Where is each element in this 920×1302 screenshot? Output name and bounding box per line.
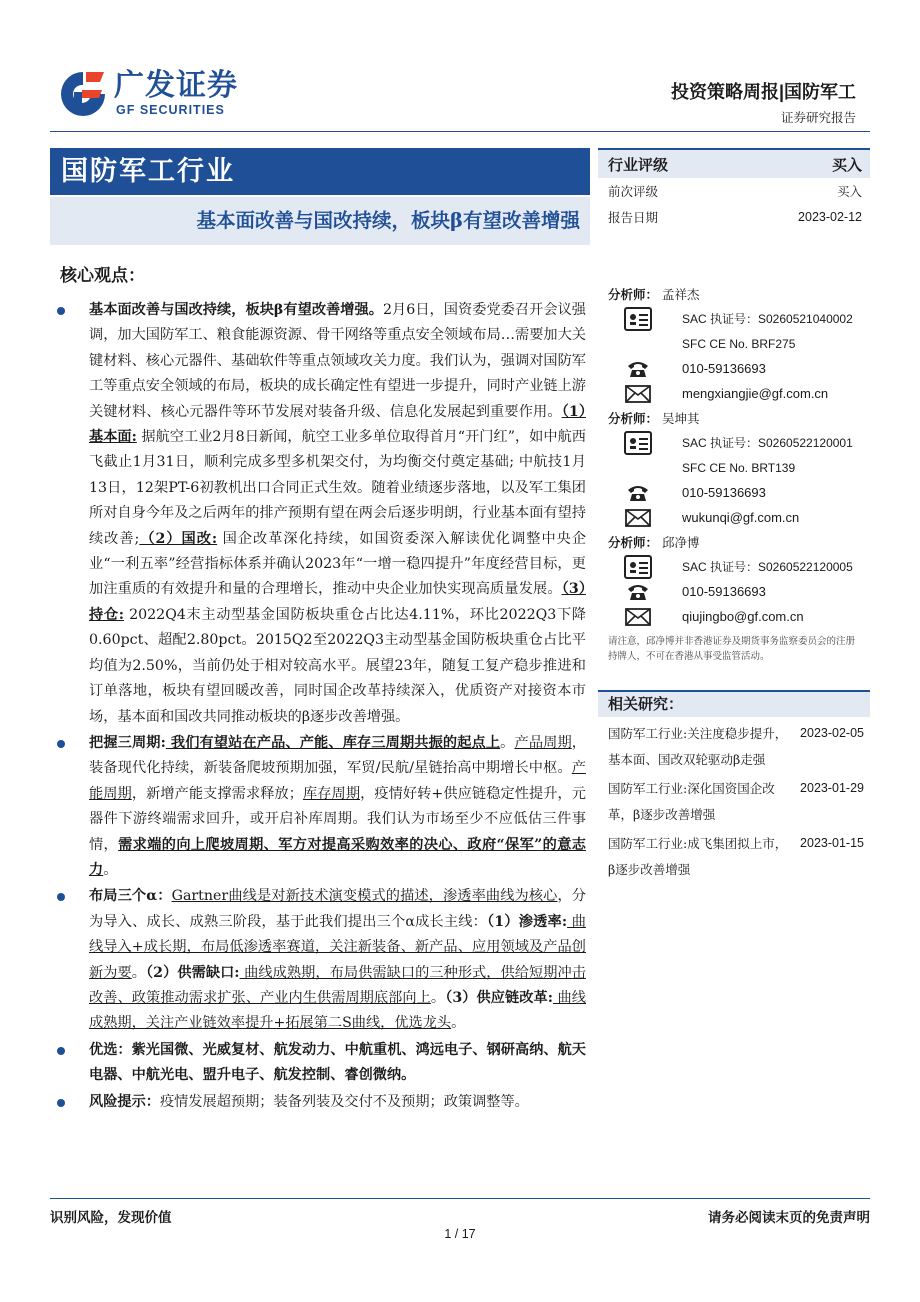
term-product-cycle: 产品周期	[514, 734, 572, 751]
rating-box	[598, 148, 870, 232]
analyst-email-row	[600, 604, 870, 629]
report-date-value: 2023-02-12	[798, 210, 862, 224]
related-research-item-title: 国防军工行业:关注度稳步提升，基本面、国改双轮驱动β走强	[608, 726, 788, 767]
analyst-sac-number: SAC 执证号：S0260521040002	[682, 312, 853, 326]
bullet-paragraph-fundamentals	[56, 298, 586, 730]
paragraph-lead: 风险提示：	[89, 1093, 160, 1110]
subheading-supply-gap: （2）供需缺口:	[146, 964, 240, 981]
report-category: 证券研究报告	[780, 111, 856, 125]
gf-logo-icon	[58, 68, 108, 120]
risk-text: 疫情发展超预期；装备列装及交付不及预期；政策调整等。	[159, 1093, 529, 1110]
core-view-body	[56, 298, 586, 1115]
previous-rating-label: 前次评级	[608, 184, 659, 199]
license-disclaimer: 请注意，邱净博并非香港证券及期货事务监察委员会的注册持牌人，不可在香港从事受监管活动。	[608, 636, 856, 662]
analyst-name-row	[600, 406, 870, 430]
paragraph-underlined: 曲线成熟期，关注产业链效率提升+拓展第二S曲线，优选龙头	[89, 989, 586, 1032]
related-research	[598, 690, 870, 882]
paragraph-text: 。	[131, 964, 146, 981]
analyst-name: 邱净博	[662, 535, 700, 550]
id-card-icon	[622, 308, 654, 330]
paragraph-text: 据航空工业2月8日新闻，航空工业多单位取得首月“开门红”，如中航西飞截止1月31日，顺利完成多型多机架交付，为均衡交付奠定基础; 中航技1月13日，12架PT-6初教机出口合同正式生效。随着业绩逐步落地，以及军工集团所对自身今年及之后两年的排产预期有望在两会后逐步明朗，行业基本面有望持续改善;	[89, 429, 586, 547]
envelope-icon	[622, 507, 654, 529]
bullet-dot-icon	[57, 1099, 65, 1107]
envelope-icon	[622, 383, 654, 405]
footer-disclaimer-note: 请务必阅读末页的免责声明	[708, 1210, 870, 1225]
page-number: 1 / 17	[444, 1227, 476, 1241]
subheading-holdings: （3）持仓:	[89, 581, 586, 623]
previous-rating-row	[598, 178, 870, 204]
analyst-label: 分析师：	[608, 535, 659, 550]
term-capacity-cycle: 产能周期	[89, 760, 586, 802]
paragraph-text: ，装备现代化持续，新装备爬坡预期加强，军贸/民航/星链抬高中期增长中枢。	[89, 734, 586, 777]
analyst-name: 孟祥杰	[662, 287, 700, 302]
related-research-item[interactable]	[598, 717, 870, 772]
analyst-sac-row	[600, 306, 870, 331]
analyst-phone: 010-59136693	[682, 584, 766, 599]
analyst-name-row	[600, 530, 870, 554]
id-card-icon	[622, 432, 654, 454]
related-research-item[interactable]	[598, 772, 870, 827]
analyst-email-row	[600, 381, 870, 406]
subheading-soe-reform: （2）国改:	[139, 530, 218, 547]
rating-header	[598, 148, 870, 178]
subheading-supply-chain: （3）供应链改革:	[445, 989, 553, 1006]
analyst-sfc-row	[600, 331, 870, 356]
paragraph-underlined: 曲线导入+成长期，布局低渗透率赛道，关注新装备、新产品、应用领域及产品创新为要	[89, 913, 586, 981]
related-research-title: 相关研究：	[598, 690, 870, 717]
related-research-item-title: 国防军工行业:深化国资国企改革，β逐步改善增强	[608, 781, 775, 822]
report-date-label: 报告日期	[608, 210, 659, 225]
paragraph-text: 2022Q4末主动型基金国防板块重仓占比达4.11%，环比2022Q3下降0.60pct、超配2.80pct。2015Q2至2022Q3主动型基金国防板块重仓占比平均值为2.50%，当前仍处于相对较高水平。展望23年，随复工复产稳步推进和订单落地，板块有望回暖改善，同时国企改革持续深入，优质资产对接资本市场，基本面和国改共同推动板块的β逐步改善增强。	[89, 606, 586, 725]
bullet-paragraph-risks	[56, 1090, 586, 1115]
paragraph-text: 国企改革深化持续，如国资委深入解读优化调整中央企业“一利五率”经营指标体系并确认2023年“一增一稳四提升”年度经营目标，更加注重质的有效提升和量的合理增长，推动中央企业加快实现高质量发展。	[89, 530, 587, 598]
analyst-sac-row	[600, 554, 870, 579]
paragraph-underlined: Gartner曲线是对新技术演变模式的描述，渗透率曲线为核心	[171, 888, 558, 905]
brand-name-cn: 广发证券	[114, 69, 238, 102]
paragraph-lead: 布局三个α：	[89, 888, 172, 905]
header-divider	[50, 131, 870, 132]
bullet-paragraph-picks	[56, 1038, 586, 1089]
term-inventory-cycle: 库存周期	[302, 785, 361, 802]
rating-value: 买入	[831, 155, 862, 174]
report-meta	[671, 80, 856, 126]
paragraph-text: 。	[500, 734, 515, 751]
related-research-item-title: 国防军工行业:成飞集团拟上市，β逐步改善增强	[608, 836, 788, 877]
id-card-icon	[622, 556, 654, 578]
analyst-sfc-row	[600, 455, 870, 480]
analyst-label: 分析师：	[608, 287, 659, 302]
report-date-row	[598, 204, 870, 230]
telephone-icon	[622, 581, 654, 603]
bullet-dot-icon	[57, 1047, 65, 1055]
paragraph-underlined: 曲线成熟期，布局供需缺口的三种形式，供给短期冲击改善、政策推动需求扩张、产业内生供需周期底部向上	[89, 964, 586, 1006]
paragraph-lead: 优选：	[89, 1041, 132, 1058]
subheading-penetration: （1）渗透率:	[487, 913, 568, 930]
related-research-item-date: 2023-01-15	[800, 836, 864, 850]
telephone-icon	[622, 482, 654, 504]
report-headline: 基本面改善与国改持续，板块β有望改善增强	[50, 197, 590, 245]
subheading-fundamentals: （1）基本面:	[89, 403, 586, 446]
paragraph-text: 。	[103, 861, 118, 878]
analyst-phone-row	[600, 579, 870, 604]
analyst-phone: 010-59136693	[682, 361, 766, 376]
analyst-email-row	[600, 505, 870, 530]
bullet-dot-icon	[57, 893, 65, 901]
analyst-sac-number: SAC 执证号：S0260522120005	[682, 560, 853, 574]
analyst-sac-number: SAC 执证号：S0260522120001	[682, 436, 853, 450]
analyst-email[interactable]: qiujingbo@gf.com.cn	[682, 609, 804, 624]
analyst-name-row	[600, 282, 870, 306]
analyst-sfc-number: SFC CE No. BRF275	[682, 336, 796, 351]
bullet-paragraph-three-cycles	[56, 731, 586, 883]
rating-label: 行业评级	[608, 155, 669, 174]
analyst-label: 分析师：	[608, 411, 659, 426]
envelope-icon	[622, 606, 654, 628]
paragraph-text: 。	[451, 1015, 466, 1032]
paragraph-text: 。	[430, 989, 446, 1006]
related-research-item-date: 2023-01-29	[800, 781, 864, 795]
bullet-paragraph-three-alphas	[56, 884, 586, 1036]
footer-slogan: 识别风险，发现价值	[50, 1210, 172, 1225]
industry-title: 国防军工行业	[50, 148, 590, 195]
paragraph-key-claim: 我们有望站在产品、产能、库存三周期共振的起点上	[165, 734, 501, 751]
paragraph-text: ，新增产能支撑需求释放；	[131, 785, 303, 802]
analyst-name: 吴坤其	[662, 411, 700, 426]
related-research-item[interactable]	[598, 827, 870, 882]
previous-rating-value: 买入	[836, 184, 862, 199]
footer-divider	[50, 1198, 870, 1199]
analyst-email[interactable]: mengxiangjie@gf.com.cn	[682, 386, 829, 401]
analyst-phone-row	[600, 356, 870, 381]
analyst-sac-row	[600, 430, 870, 455]
analyst-email[interactable]: wukunqi@gf.com.cn	[682, 510, 800, 525]
report-type: 投资策略周报|国防军工	[670, 82, 856, 102]
related-research-item-date: 2023-02-05	[800, 726, 864, 740]
stock-picks: 紫光国微、光威复材、航发动力、中航重机、鸿远电子、钢研高纳、航天电器、中航光电、盟升电子、航发控制、睿创微纳。	[89, 1041, 586, 1084]
paragraph-text: 2月6日，国资委党委召开会议强调，加大国防军工、粮食能源资源、骨干网络等重点安全领域布局…需要加大关键材料、核心元器件、基础软件等重点领域攻关力度。我们认为，强调对国防军工等重点安全领域的布局，板块的成长确定性有望进一步提升，同时产业链上游关键材料、核心元器件等环节发展对装备升级、信息化发展起到重要作用。	[89, 302, 586, 420]
analyst-phone-row	[600, 480, 870, 505]
paragraph-text: ，分为导入、成长、成熟三阶段，基于此我们提出三个α成长主线：	[89, 888, 586, 930]
gf-logo	[58, 68, 258, 120]
bullet-dot-icon	[57, 307, 65, 315]
brand-name-en: GF SECURITIES	[116, 103, 225, 117]
analyst-phone: 010-59136693	[682, 485, 766, 500]
bullet-dot-icon	[57, 740, 65, 748]
telephone-icon	[622, 358, 654, 380]
core-view-title: 核心观点：	[60, 266, 145, 286]
paragraph-lead: 基本面改善与国改持续，板块β有望改善增强。	[89, 302, 383, 318]
paragraph-key-claim: 需求端的向上爬坡周期、军方对提高采购效率的决心、政府“保军”的意志力	[89, 836, 586, 878]
paragraph-text: ，疫情好转+供应链稳定性提升，元器件下游终端需求回升，或开启补库周期。我们认为市场至少不应低估三件事情，	[89, 785, 586, 853]
paragraph-lead: 把握三周期:	[89, 734, 166, 751]
analyst-sfc-number: SFC CE No. BRT139	[682, 460, 796, 475]
analyst-list	[600, 282, 870, 629]
